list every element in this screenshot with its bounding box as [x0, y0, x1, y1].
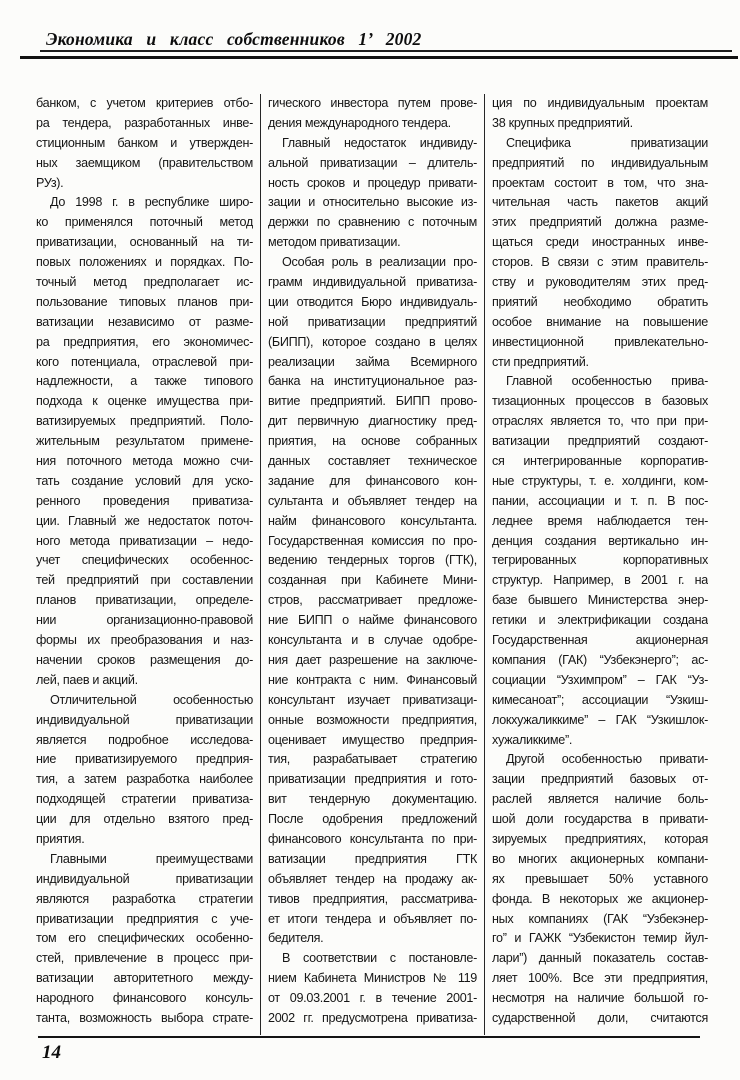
- text-line: реализации займа Всемирного: [268, 354, 477, 369]
- paragraph: [36, 94, 253, 193]
- text-line: ватизации предприятий создают-: [492, 434, 708, 449]
- text-line: ству и руководителям этих пред-: [492, 275, 708, 290]
- text-line: зации предприятий базовых от-: [492, 772, 708, 787]
- journal-header-title: Экономика и класс собственников 1’ 2002: [46, 29, 422, 49]
- text-line: являются разработка стратегии: [36, 891, 253, 906]
- text-line: предприятий по индивидуальным: [492, 155, 708, 170]
- paragraph: [36, 193, 253, 690]
- text-line: ватизации предприятия ГТК: [268, 851, 477, 866]
- text-line: РУз).: [36, 175, 64, 190]
- text-line: ность сроков и процедур привати-: [268, 175, 477, 190]
- text-line: денция создания вертикально ин-: [492, 533, 708, 548]
- footer-rule: [38, 1036, 700, 1038]
- text-line: тия, а затем разработка наиболее: [36, 772, 253, 787]
- text-line: начении сроков размещения до-: [36, 652, 253, 667]
- text-line: Главной особенностью прива-: [506, 374, 708, 389]
- text-line: жительным результатом примене-: [36, 434, 253, 449]
- text-line: бедителя.: [268, 931, 324, 946]
- text-line: ние приватизируемого предприя-: [36, 752, 253, 767]
- text-line: является подробное исследова-: [36, 732, 253, 747]
- text-line: точный метод предполагает ис-: [36, 275, 253, 290]
- text-line: учет специфических особеннос-: [36, 553, 253, 568]
- paragraph: [268, 94, 477, 134]
- text-line: сударственной доли, считаются: [492, 1010, 708, 1025]
- text-line: ся интегрированные корпоратив-: [492, 454, 708, 469]
- paragraph: [36, 850, 253, 1029]
- text-line: ра предприятия, его экономичес-: [36, 334, 253, 349]
- text-line: ции. Главный же недостаток поточ-: [36, 513, 253, 528]
- text-line: гетики и электрификации создана: [492, 613, 708, 628]
- text-line: тей предприятий при составлении: [36, 573, 253, 588]
- text-line: До 1998 г. в республике широ-: [50, 195, 253, 210]
- text-line: сторов. В связи с этим правитель-: [492, 255, 708, 270]
- text-line: ных компаниях (ГАК “Узбекэнер-: [492, 911, 708, 926]
- paragraph: [268, 949, 477, 1029]
- text-line: витие предприятий. БИПП прово-: [268, 394, 477, 409]
- text-line: локхужаликкиме” – ГАК “Узкишлок-: [492, 712, 708, 727]
- text-line: го” и ГАЖК “Узбекистон темир йул-: [492, 931, 708, 946]
- column-3: [484, 94, 708, 1035]
- text-line: базе бывшего Министерства энер-: [492, 593, 708, 608]
- text-line: несмотря на наличие большой го-: [492, 991, 708, 1006]
- text-line: объявляет тендер на продажу ак-: [268, 871, 477, 886]
- text-line: ния поточного метода можно счи-: [36, 454, 253, 469]
- text-line: В соответствии с постановле-: [282, 951, 477, 966]
- header-rule-thin: [40, 50, 732, 52]
- text-line: сти предприятий.: [492, 354, 589, 369]
- text-line: вит тендерную документацию.: [268, 792, 477, 807]
- text-line: оценивает имущество предприя-: [268, 732, 477, 747]
- text-line: дения международного тендера.: [268, 115, 451, 130]
- text-line: стей, привлечение в процесс при-: [36, 951, 253, 966]
- text-line: раслей является наличие боль-: [492, 792, 708, 807]
- text-line: банка на институциональное раз-: [268, 374, 477, 389]
- text-line: пании, ассоциации и т. п. В пос-: [492, 493, 708, 508]
- text-line: проектам состоит в том, что зна-: [492, 175, 708, 190]
- text-line: приятий необходимо обратить: [492, 294, 708, 309]
- text-line: приятия.: [36, 831, 85, 846]
- text-line: лари”) данный показатель состав-: [492, 951, 708, 966]
- text-line: После одобрения предложений: [268, 812, 477, 827]
- text-line: кого потенциала, отраслевой при-: [36, 354, 253, 369]
- text-line: инвестиционной привлекательно-: [492, 334, 708, 349]
- text-line: ние контракта с ним. Финансовый: [268, 672, 477, 687]
- text-line: щаться среди иностранных инве-: [492, 235, 708, 250]
- text-line: пользование типовых планов при-: [36, 294, 253, 309]
- text-line: сультанта и объявляет тендер на: [268, 493, 477, 508]
- text-line: лей, паев и акций.: [36, 672, 138, 687]
- text-line: Специфика приватизации: [506, 135, 708, 150]
- text-line: Отличительной особенностью: [50, 692, 253, 707]
- text-line: ко применялся поточный метод: [36, 215, 253, 230]
- text-line: приватизации, основанный на ти-: [36, 235, 253, 250]
- text-line: ляет 100%. Все эти предприятия,: [492, 971, 708, 986]
- text-line: отраслях является то, что при при-: [492, 414, 708, 429]
- text-line: ного метода приватизации – недо-: [36, 533, 253, 548]
- header-rule-thick: [20, 56, 738, 59]
- text-line: консультанта и в случае одобре-: [268, 633, 477, 648]
- text-line: альной приватизации – длитель-: [268, 155, 477, 170]
- text-line: тивов предприятия, рассматрива-: [268, 891, 477, 906]
- paragraph: [492, 372, 708, 750]
- text-line: приватизации предприятия и гото-: [268, 772, 477, 787]
- text-line: ции для отдельно взятого пред-: [36, 812, 253, 827]
- text-line: хужаликкиме”.: [492, 732, 573, 747]
- paragraph: [492, 134, 708, 373]
- text-line: ватизируемых предприятий. Поло-: [36, 414, 253, 429]
- text-line: особое внимание на повышение: [492, 314, 708, 329]
- text-line: народного финансового консуль-: [36, 991, 253, 1006]
- text-line: стров, рассматривает предложе-: [268, 593, 477, 608]
- text-line: банком, с учетом критериев отбо-: [36, 96, 253, 110]
- text-line: надлежности, а также типового: [36, 374, 253, 389]
- text-line: тия, разрабатывает стратегию: [268, 752, 477, 767]
- text-line: ной приватизации предприятий: [268, 314, 477, 329]
- paragraph: [268, 253, 477, 949]
- text-line: гического инвестора путем прове-: [268, 96, 477, 110]
- paragraph: [492, 750, 708, 1028]
- page-number: 14: [42, 1042, 61, 1063]
- text-line: ных заемщиком (правительством: [36, 155, 253, 170]
- paragraph: [492, 94, 708, 134]
- text-line: тегрированных корпоративных: [492, 553, 708, 568]
- text-line: нием Кабинета Министров № 119: [268, 971, 477, 986]
- article-body: [36, 94, 708, 1035]
- text-line: формы их преобразования и наз-: [36, 633, 253, 648]
- paragraph: [268, 134, 477, 253]
- text-line: социации “Узхимпром” – ГАК “Уз-: [492, 672, 708, 687]
- text-line: ватизации независимо от разме-: [36, 314, 253, 329]
- text-line: приятия, на основе собранных: [268, 434, 477, 449]
- text-line: индивидуальной приватизации: [36, 712, 253, 727]
- column-1: [36, 94, 260, 1035]
- text-line: леднее время наблюдается тен-: [492, 513, 708, 528]
- text-line: 2002 гг. предусмотрена приватиза-: [268, 1010, 477, 1025]
- text-line: данных составляет техническое: [268, 454, 477, 469]
- text-line: ватизации авторитетного между-: [36, 971, 253, 986]
- text-line: ные структуры, т. е. холдинги, ком-: [492, 473, 708, 488]
- text-line: планов приватизации, определе-: [36, 593, 253, 608]
- text-line: 38 крупных предприятий.: [492, 115, 633, 130]
- text-line: ет итоги тендера и объявляет по-: [268, 911, 477, 926]
- text-line: кимесаноат”; ассоциации “Узкиш-: [492, 692, 708, 707]
- text-line: ции отводится Бюро индивидуаль-: [268, 294, 477, 309]
- text-line: этих предприятий должна разме-: [492, 215, 708, 230]
- text-line: (БИПП), которое создано в целях: [268, 334, 477, 349]
- text-line: чительная часть пакетов акций: [492, 195, 708, 210]
- text-line: методом приватизации.: [268, 235, 401, 250]
- text-line: индивидуальной приватизации: [36, 871, 253, 886]
- text-line: том его специфических особенно-: [36, 931, 253, 946]
- text-line: повых положениях и порядках. По-: [36, 255, 253, 270]
- text-line: зируемых предприятиях, которая: [492, 831, 708, 846]
- text-line: ренного проведения приватиза-: [36, 493, 253, 508]
- text-line: танта, возможность выбора страте-: [36, 1010, 253, 1025]
- text-line: структур. Например, в 2001 г. на: [492, 573, 708, 588]
- text-line: шой доли государства в привати-: [492, 812, 708, 827]
- text-line: ях превышает 50% уставного: [492, 871, 708, 886]
- text-line: подхода к оценке имущества при-: [36, 394, 253, 409]
- text-line: Государственная комиссия по про-: [268, 533, 477, 548]
- text-line: подходящей стратегии приватиза-: [36, 792, 253, 807]
- text-line: тизационных процессов в базовых: [492, 394, 708, 409]
- text-line: ведению тендерных торгов (ГТК),: [268, 553, 477, 568]
- text-line: нии организационно-правовой: [36, 613, 253, 628]
- text-line: от 09.03.2001 г. в течение 2001-: [268, 991, 477, 1006]
- text-line: ния дает разрешение на заключе-: [268, 652, 477, 667]
- text-line: фонда. В некоторых же акционер-: [492, 891, 708, 906]
- column-2: [260, 94, 484, 1035]
- text-line: держки по сравнению с поточным: [268, 215, 477, 230]
- text-line: ра тендера, разработанных инве-: [36, 115, 253, 130]
- text-line: Главными преимуществами: [50, 851, 253, 866]
- text-line: Государственная акционерная: [492, 633, 708, 648]
- text-line: созданная при Кабинете Мини-: [268, 573, 477, 588]
- text-line: во многих акционерных компани-: [492, 851, 708, 866]
- text-line: ние БИПП о найме финансового: [268, 613, 477, 628]
- text-line: зации и относительно высокие из-: [268, 195, 477, 210]
- text-line: дит первичную диагностику пред-: [268, 414, 477, 429]
- text-line: онные возможности предприятия,: [268, 712, 477, 727]
- text-line: найм финансового консультанта.: [268, 513, 477, 528]
- text-line: финансового консультанта по при-: [268, 831, 477, 846]
- text-line: Особая роль в реализации про-: [282, 255, 477, 270]
- text-line: тать создание условий для уско-: [36, 473, 253, 488]
- text-line: стиционным банком и утвержден-: [36, 135, 253, 150]
- paragraph: [36, 691, 253, 850]
- text-line: задание для финансового кон-: [268, 473, 477, 488]
- text-line: приватизации предприятия с уче-: [36, 911, 253, 926]
- text-line: грамм индивидуальной приватиза-: [268, 275, 477, 290]
- text-line: Главный недостаток индивиду-: [282, 135, 477, 150]
- text-line: консультант изучает приватизаци-: [268, 692, 477, 707]
- text-line: компания (ГАК) “Узбекэнерго”; ас-: [492, 652, 708, 667]
- text-line: ция по индивидуальным проектам: [492, 96, 708, 110]
- text-line: Другой особенностью привати-: [506, 752, 708, 767]
